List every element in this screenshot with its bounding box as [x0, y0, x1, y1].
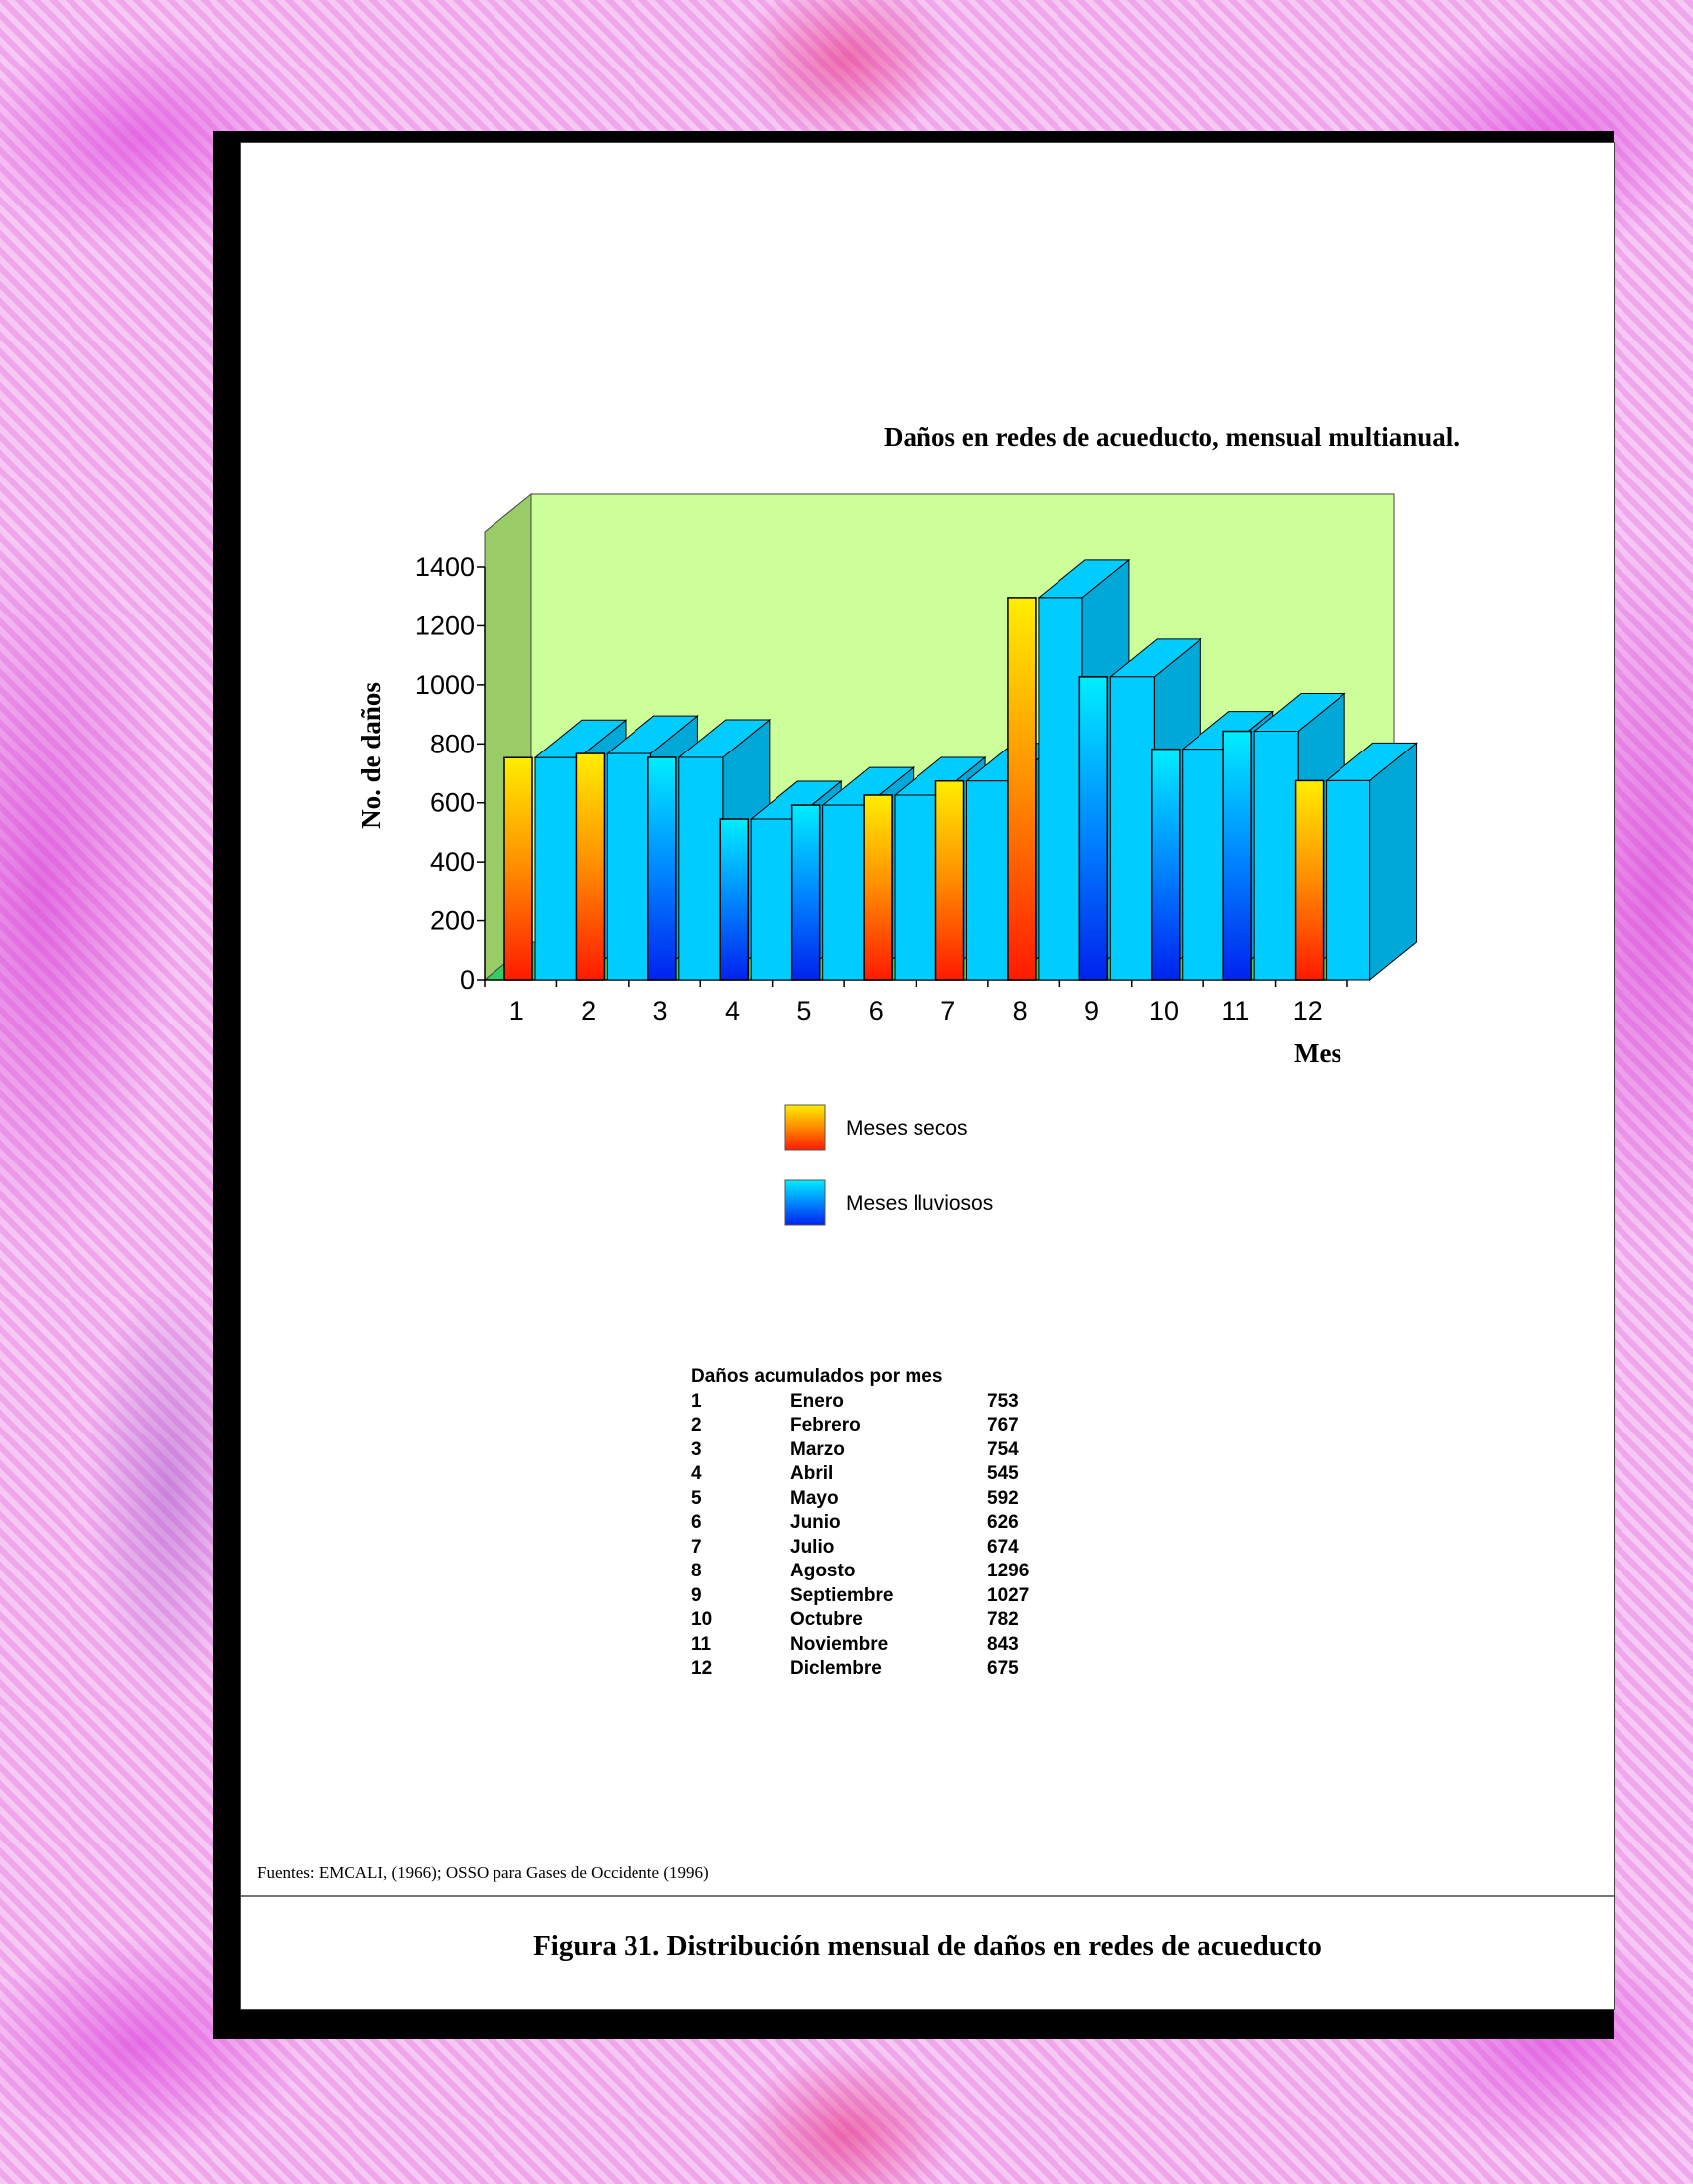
- table-cell-month: Enero: [790, 1390, 844, 1412]
- bar-depth-front: [1183, 750, 1226, 980]
- table-cell-month: Octubre: [790, 1609, 863, 1630]
- table-row: [691, 1633, 1019, 1658]
- table-cell-value: 754: [987, 1438, 1019, 1460]
- bar-depth-front: [823, 805, 867, 980]
- source-note: Fuentes: EMCALI, (1966); OSSO para Gases de Occidente (1996): [257, 1863, 709, 1882]
- legend-swatch-secos: [785, 1105, 825, 1150]
- bar-depth-front: [895, 795, 938, 980]
- y-tick-label: 1200: [414, 611, 475, 641]
- y-tick-label: 200: [429, 905, 475, 936]
- table-cell-month: Septiembre: [790, 1584, 894, 1606]
- bar-7: [936, 781, 964, 980]
- legend-label-secos: Meses secos: [846, 1117, 968, 1140]
- table-cell-month: Julio: [790, 1536, 835, 1558]
- x-tick-label: 5: [796, 996, 812, 1025]
- table-cell-month: Junio: [790, 1512, 841, 1533]
- table-cell-num: 12: [691, 1658, 713, 1679]
- table-cell-num: 11: [691, 1633, 712, 1655]
- bar-2: [576, 753, 604, 980]
- chart-title: Daños en redes de acueducto, mensual multianual.: [884, 422, 1461, 452]
- table-cell-value: 1296: [987, 1561, 1030, 1581]
- bar-depth-front: [967, 781, 1011, 980]
- x-tick-label: 10: [1148, 996, 1179, 1025]
- y-tick-label: 800: [429, 729, 475, 759]
- x-tick-label: 4: [724, 996, 740, 1025]
- table-cell-value: 545: [987, 1463, 1019, 1484]
- bar-depth-front: [1039, 598, 1082, 980]
- table-cell-month: Noviembre: [790, 1633, 889, 1655]
- y-tick-label: 600: [429, 787, 475, 818]
- table-cell-num: 1: [691, 1390, 702, 1412]
- damage-table: [691, 1365, 1030, 1682]
- table-cell-value: 674: [987, 1536, 1019, 1558]
- table-row: [691, 1487, 1019, 1512]
- table-cell-num: 2: [691, 1415, 702, 1435]
- table-cell-num: 6: [691, 1512, 702, 1533]
- table-cell-month: Mayo: [790, 1487, 839, 1509]
- table-row: [691, 1511, 1019, 1536]
- y-tick-label: 0: [459, 965, 475, 995]
- table-cell-num: 5: [691, 1487, 702, 1509]
- bar-5: [792, 805, 820, 980]
- y-tick-label: 400: [429, 847, 475, 878]
- x-axis-label: Mes: [1294, 1038, 1341, 1068]
- bar-3: [648, 757, 676, 980]
- figure-caption: Figura 31. Distribución mensual de daños en redes de acueducto: [533, 1930, 1322, 1962]
- table-row: [691, 1462, 1019, 1487]
- x-tick-label: 8: [1012, 996, 1028, 1025]
- bar-depth-front: [607, 753, 650, 980]
- table-cell-num: 8: [691, 1561, 702, 1581]
- bar-depth-front: [751, 819, 794, 980]
- table-cell-num: 10: [691, 1609, 713, 1630]
- table-row: [691, 1390, 1019, 1415]
- table-cell-month: Febrero: [790, 1415, 861, 1435]
- table-row: [691, 1414, 1019, 1438]
- table-row: [691, 1560, 1030, 1584]
- x-tick-label: 3: [652, 996, 668, 1025]
- bar-depth-side: [1370, 743, 1417, 980]
- bar-11: [1223, 732, 1251, 980]
- table-cell-month: Abril: [790, 1463, 834, 1484]
- table-cell-value: 843: [987, 1633, 1019, 1655]
- bar-12: [1296, 780, 1324, 980]
- table-title: Daños acumulados por mes: [691, 1366, 943, 1387]
- table-cell-value: 767: [987, 1415, 1019, 1435]
- table-cell-month: Diclembre: [790, 1658, 882, 1679]
- plot-area: [415, 494, 1417, 1025]
- table-cell-num: 7: [691, 1536, 702, 1558]
- y-tick-label: 1000: [414, 669, 475, 700]
- bar-depth-front: [1254, 732, 1298, 980]
- x-tick-label: 7: [940, 996, 956, 1025]
- table-row: [691, 1536, 1019, 1561]
- bar-1: [504, 757, 532, 980]
- table-cell-month: Agosto: [790, 1561, 856, 1581]
- x-tick-label: 1: [508, 996, 524, 1025]
- table-cell-month: Marzo: [790, 1438, 845, 1460]
- table-cell-value: 753: [987, 1390, 1019, 1412]
- y-axis-label: No. de daños: [356, 682, 386, 829]
- y-tick-label: 1400: [414, 552, 475, 582]
- table-cell-num: 3: [691, 1438, 702, 1460]
- bar-8: [1008, 598, 1036, 980]
- bar-depth-front: [1327, 780, 1370, 980]
- table-cell-value: 782: [987, 1609, 1019, 1630]
- table-row: [691, 1438, 1019, 1463]
- table-row: [691, 1657, 1019, 1682]
- table-row: [691, 1584, 1030, 1609]
- x-tick-label: 6: [868, 996, 884, 1025]
- bar-depth-front: [535, 757, 579, 980]
- bar-depth-front: [1110, 677, 1154, 980]
- bar-10: [1152, 750, 1180, 980]
- x-tick-label: 11: [1221, 996, 1250, 1025]
- table-cell-value: 626: [987, 1512, 1019, 1533]
- bar-4: [720, 819, 748, 980]
- bar-6: [864, 795, 892, 980]
- table-row: [691, 1608, 1019, 1633]
- table-cell-value: 675: [987, 1658, 1019, 1679]
- table-cell-num: 9: [691, 1584, 702, 1606]
- table-cell-value: 1027: [987, 1584, 1030, 1606]
- table-cell-value: 592: [987, 1487, 1019, 1509]
- x-tick-label: 9: [1084, 996, 1100, 1025]
- chart: [241, 143, 1614, 1235]
- bar-9: [1079, 677, 1107, 980]
- legend-swatch-lluviosos: [785, 1180, 825, 1225]
- x-tick-label: 2: [581, 996, 597, 1025]
- table-cell-num: 4: [691, 1463, 702, 1484]
- bar-depth-front: [679, 757, 723, 980]
- document-page: [240, 142, 1615, 2010]
- legend-label-lluviosos: Meses lluviosos: [846, 1192, 994, 1215]
- x-tick-label: 12: [1292, 996, 1323, 1025]
